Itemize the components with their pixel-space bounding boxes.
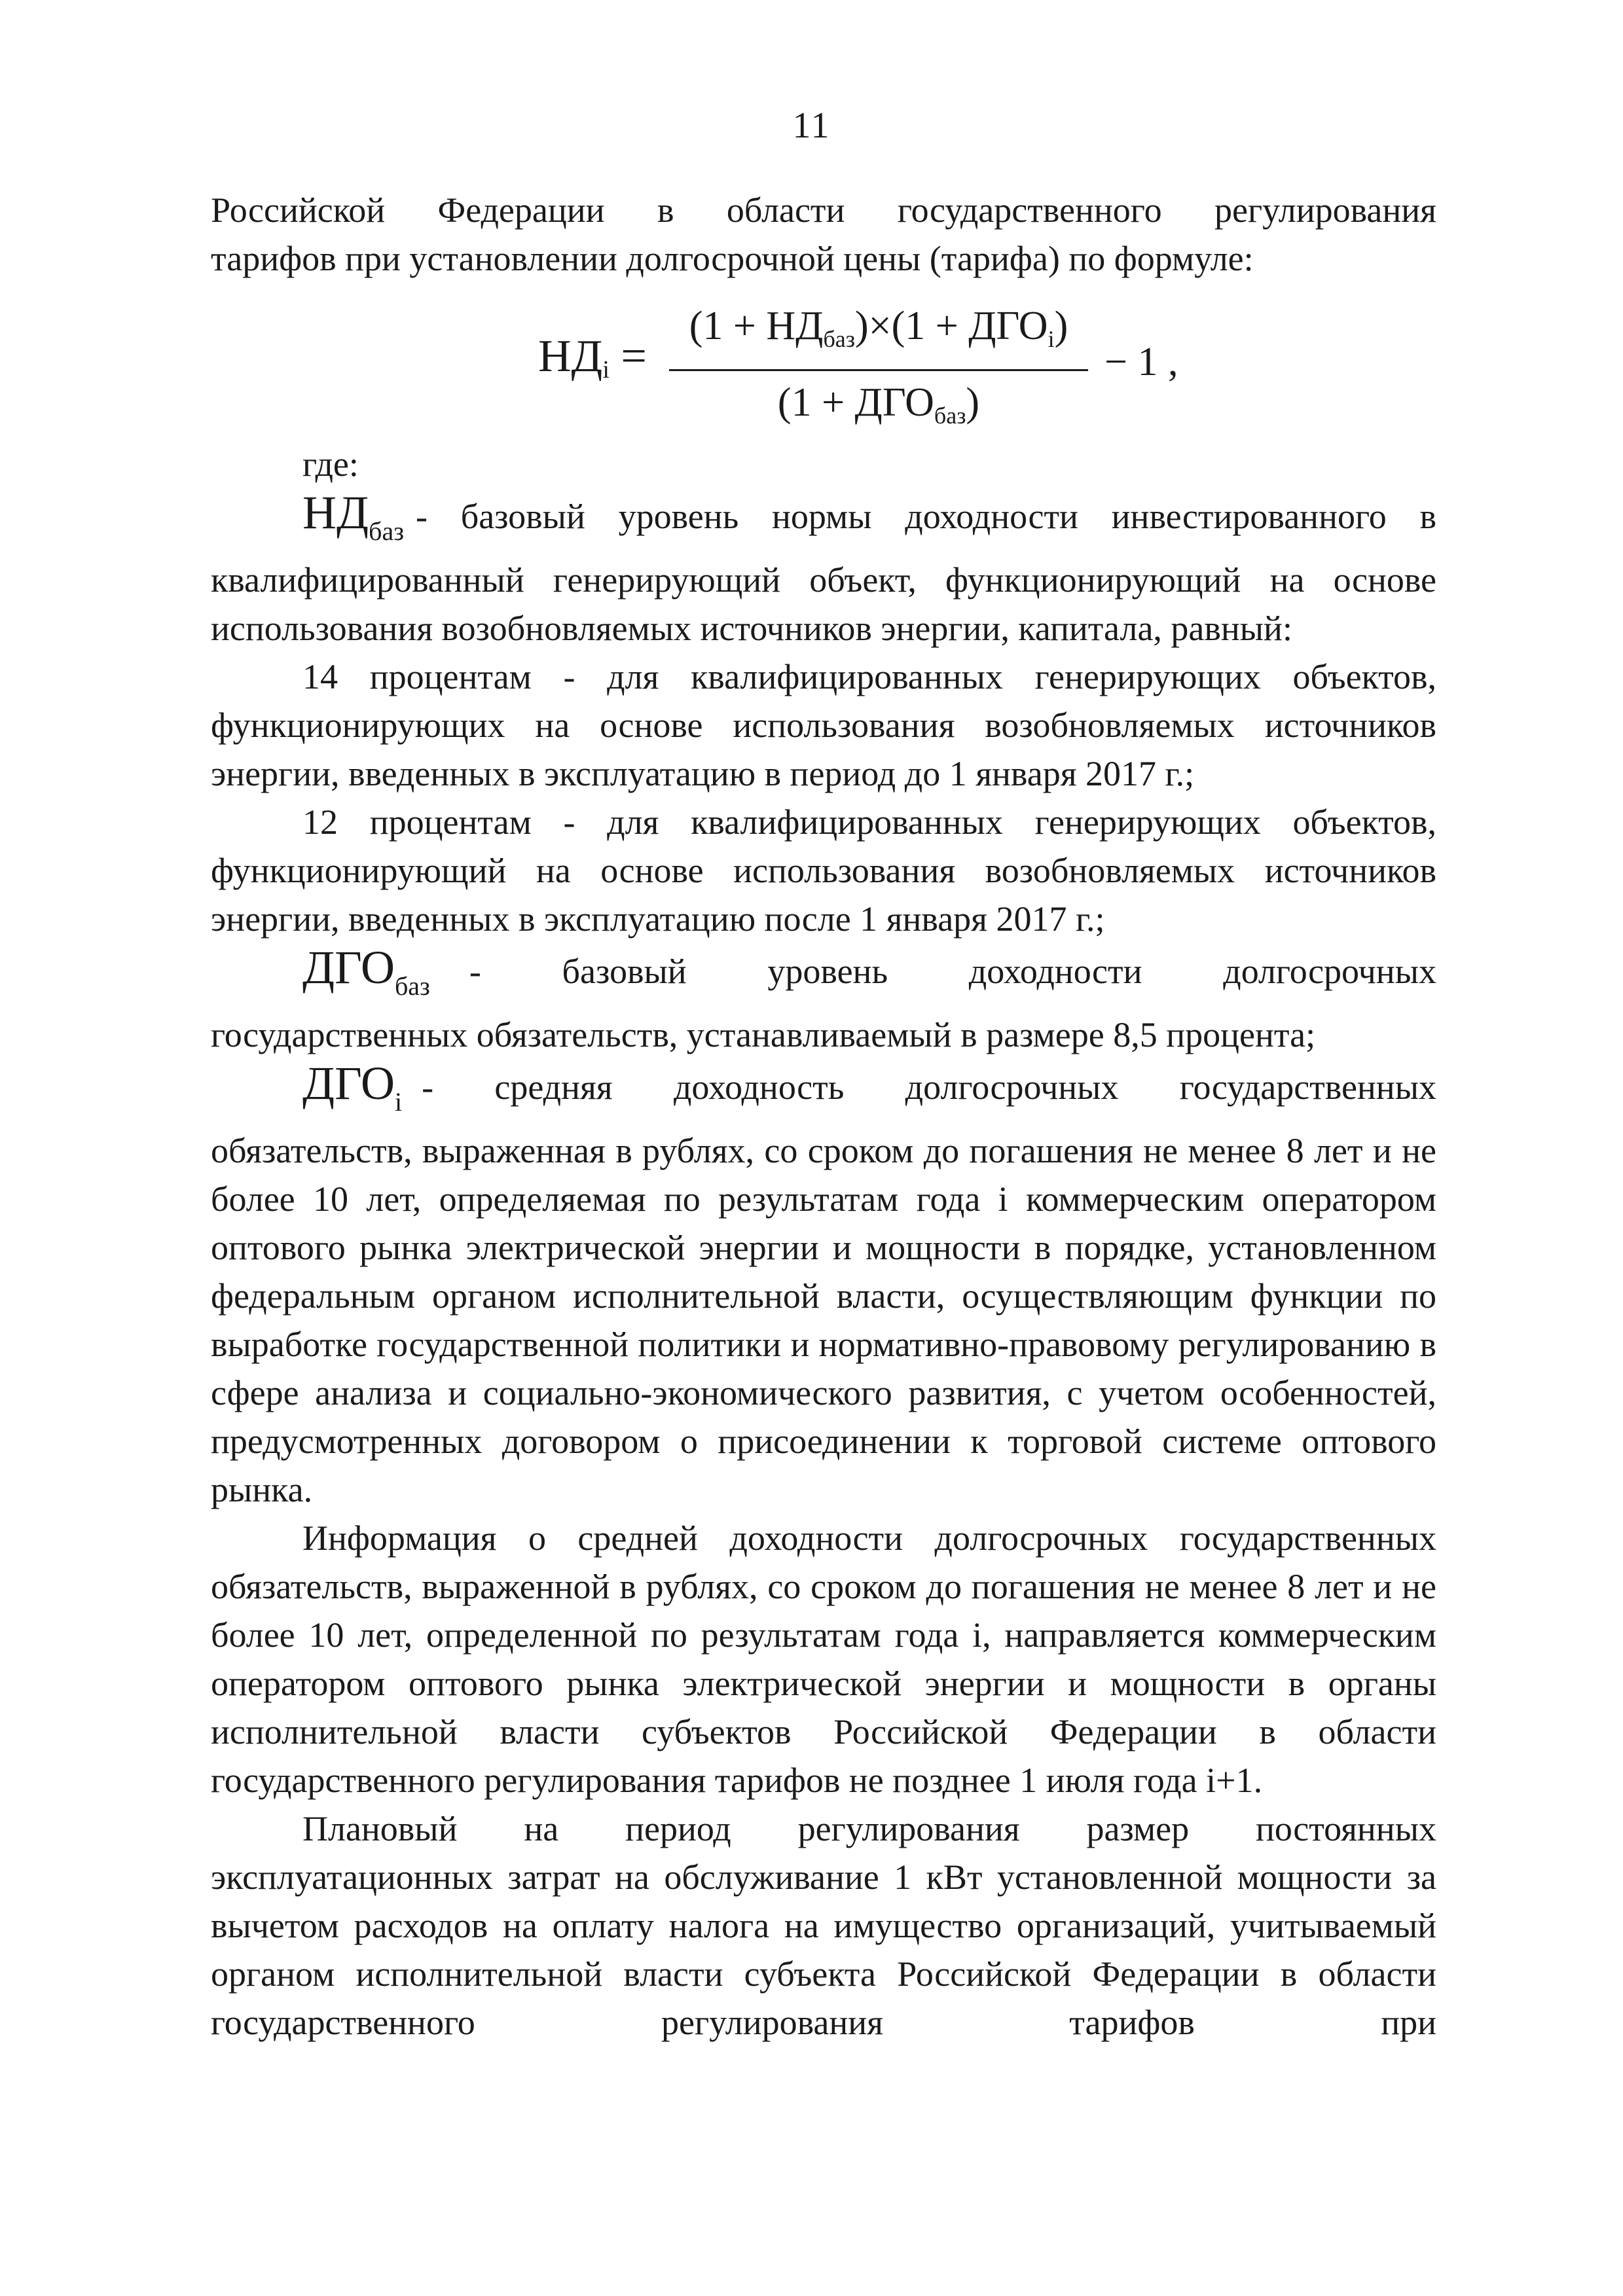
formula-lhs-main: НД <box>538 331 603 382</box>
document-body <box>211 186 1436 2047</box>
definition-dgo-i-line1: - средняя доходность долгосрочных государственных <box>422 1067 1436 1107</box>
intro-paragraph <box>211 186 1436 283</box>
paragraph-planned-costs: Плановый на период регулирования размер постоянных эксплуатационных затрат на обслуживание 1 кВт установленной мощности за вычетом расходов на оплату налога на имущество организаций, учитываемый органом исполнительной власти субъекта Российской Федерации в области государственного регулирования тарифов при <box>211 1809 1436 2042</box>
denominator-part-b: ) <box>966 380 980 425</box>
formula-numerator <box>669 298 1088 367</box>
numerator-part-b: )×(1 + ДГО <box>854 304 1048 348</box>
intro-line-2: тарифов при установлении долгосрочной цены (тарифа) по формуле: <box>211 239 1254 278</box>
page-number: 11 <box>792 105 831 146</box>
paragraph-information: Информация о средней доходности долгосрочных государственных обязательств, выраженной в рублях, со сроком до погашения не менее 8 лет и не более 10 лет, определенной по результатам года i, направляется коммерческим оператором оптового рынка электрической энергии и мощности в органы исполнительной власти субъектов Российской Федерации в области государственного регулирования тарифов не позднее 1 июля года i+1. <box>211 1518 1436 1800</box>
definition-nd-baz <box>211 488 1436 653</box>
term-dgo-i-main: ДГО <box>302 1057 395 1109</box>
numerator-sub-a: баз <box>823 326 855 352</box>
formula-nd-i <box>211 298 1436 429</box>
term-nd-main: НД <box>302 486 369 539</box>
formula-tail: − 1 , <box>1104 340 1178 384</box>
denominator-sub-a: баз <box>934 403 966 429</box>
fraction-bar <box>669 369 1088 371</box>
formula-lhs <box>538 332 647 394</box>
definition-nd-baz-first-line <box>302 488 1436 556</box>
term-dgo-i-sub: i <box>394 1087 403 1117</box>
item-14-percent: 14 процентам - для квалифицированных генерирующих объектов, функционирующих на основе использования возобновляемых источников энергии, введенных в эксплуатацию в период до 1 января 2017 г.; <box>211 657 1436 793</box>
term-dgo-baz-main: ДГО <box>302 941 395 994</box>
term-dgo-baz-sub: баз <box>394 971 430 1001</box>
numerator-part-c: ) <box>1054 304 1068 348</box>
item-12-percent: 12 процентам - для квалифицированных генерирующих объектов, функционирующий на основе использования возобновляемых источников энергии, введенных в эксплуатацию после 1 января 2017 г.; <box>211 802 1436 939</box>
formula-lhs-sub: i <box>602 356 610 384</box>
intro-line-1: Российской Федерации в области государственного регулирования <box>211 190 1436 230</box>
definition-dgo-i-text: обязательств, выраженная в рублях, со сроком до погашения не менее 8 лет и не более 10 лет, определяемая по результатам года i коммерческим оператором оптового рынка электрической энергии и мощности в порядке, установленном федеральным органом исполнительной власти, осуществляющим функции по выработке государственной политики и нормативно-правовому регулированию в сфере анализа и социально-экономического развития, с учетом особенностей, предусмотренных договором о присоединении к торговой системе оптового рынка. <box>211 1131 1436 1509</box>
numerator-sub-b: i <box>1048 326 1055 352</box>
formula-fraction <box>669 298 1088 443</box>
term-nd-baz <box>302 488 404 556</box>
definition-dgo-baz-line1: - базовый уровень доходности долгосрочных <box>469 952 1436 991</box>
definition-dgo-i <box>211 1059 1436 1514</box>
term-nd-sub: баз <box>369 516 405 546</box>
definition-dgo-baz-text: государственных обязательств, устанавливаемый в размере 8,5 процента; <box>211 1015 1316 1054</box>
numerator-part-a: (1 + НД <box>689 304 824 348</box>
definition-nd-baz-text: квалифицированный генерирующий объект, функционирующий на основе использования возобновляемых источников энергии, капитала, равный: <box>211 560 1436 648</box>
term-dgo-baz <box>302 943 430 1011</box>
definition-dgo-i-first-line <box>302 1059 1436 1126</box>
definition-nd-baz-line1: - базовый уровень нормы доходности инвестированного в <box>416 497 1436 536</box>
where-label: где: <box>302 444 359 484</box>
definition-dgo-baz <box>211 943 1436 1059</box>
denominator-part-a: (1 + ДГО <box>777 380 934 425</box>
term-dgo-i <box>302 1059 402 1126</box>
formula-equals: = <box>621 331 647 382</box>
formula-denominator <box>669 375 1088 443</box>
definition-dgo-baz-first-line <box>302 943 1436 1011</box>
